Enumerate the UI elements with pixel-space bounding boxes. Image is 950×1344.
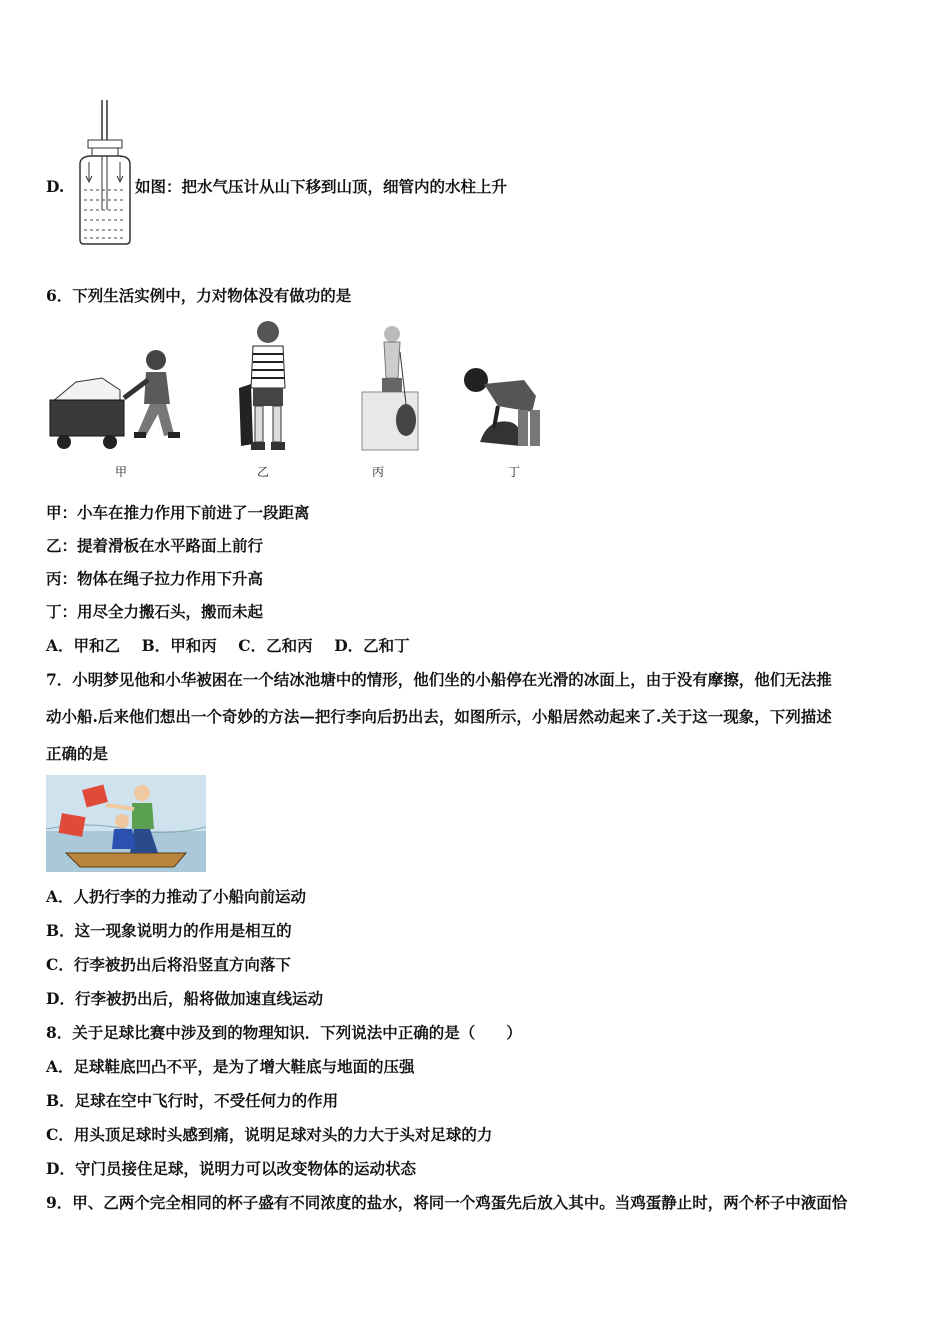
q5-option-d-label: D. — [46, 177, 65, 196]
q7-stem-line-3: 正确的是 — [46, 744, 109, 763]
q7-stem-line-2: 动小船.后来他们想出一个奇妙的方法—把行李向后扔出去，如图所示，小船居然动起来了.关于这一现象，下列描述 — [46, 707, 832, 726]
q8-option-c: C．用头顶足球时头感到痛，说明足球对头的力大于头对足球的力 — [46, 1125, 493, 1144]
q7-stem-line-1: 7．小明梦见他和小华被困在一个结冰池塘中的情形，他们坐的小船停在光滑的冰面上，由于没有摩擦，他们无法推 — [46, 670, 832, 689]
q8-stem: 8．关于足球比赛中涉及到的物理知识．下列说法中正确的是（ ） — [46, 1023, 522, 1042]
q7-option-a: A．人扔行李的力推动了小船向前运动 — [46, 887, 307, 906]
stone-lift-figure — [458, 366, 544, 452]
q6-statement-ding: 丁：用尽全力搬石头，搬而未起 — [46, 602, 264, 621]
q8-option-d: D．守门员接住足球，说明力可以改变物体的运动状态 — [46, 1159, 416, 1178]
q6-stem: 6．下列生活实例中，力对物体没有做功的是 — [46, 286, 352, 305]
rope-lift-figure — [356, 322, 422, 452]
ice-boat-figure — [46, 775, 206, 872]
figure-caption-jia: 甲 — [115, 465, 128, 479]
q6-statement-jia: 甲：小车在推力作用下前进了一段距离 — [46, 503, 310, 522]
q6-choices: A．甲和乙 B．甲和丙 C．乙和丙 D．乙和丁 — [46, 636, 410, 655]
q5-option-d-text: 如图：把水气压计从山下移到山顶，细管内的水柱上升 — [135, 177, 508, 196]
q8-option-a: A．足球鞋底凹凸不平，是为了增大鞋底与地面的压强 — [46, 1057, 415, 1076]
cart-push-figure — [46, 346, 196, 450]
q7-option-d: D．行李被扔出后，船将做加速直线运动 — [46, 989, 323, 1008]
q7-option-b: B．这一现象说明力的作用是相互的 — [46, 921, 292, 940]
q9-stem: 9．甲、乙两个完全相同的杯子盛有不同浓度的盐水，将同一个鸡蛋先后放入其中。当鸡蛋静止时，两个杯子中液面恰 — [46, 1193, 848, 1212]
figure-caption-yi: 乙 — [257, 465, 270, 479]
q8-option-b: B．足球在空中飞行时，不受任何力的作用 — [46, 1091, 339, 1110]
q7-option-c: C．行李被扔出后将沿竖直方向落下 — [46, 955, 291, 974]
figure-caption-ding: 丁 — [508, 465, 521, 479]
q6-statement-yi: 乙：提着滑板在水平路面上前行 — [46, 536, 264, 555]
figure-caption-bing: 丙 — [372, 465, 385, 479]
q6-statement-bing: 丙：物体在绳子拉力作用下升高 — [46, 569, 264, 588]
barometer-figure — [74, 100, 134, 246]
skateboard-carry-figure — [235, 318, 297, 452]
